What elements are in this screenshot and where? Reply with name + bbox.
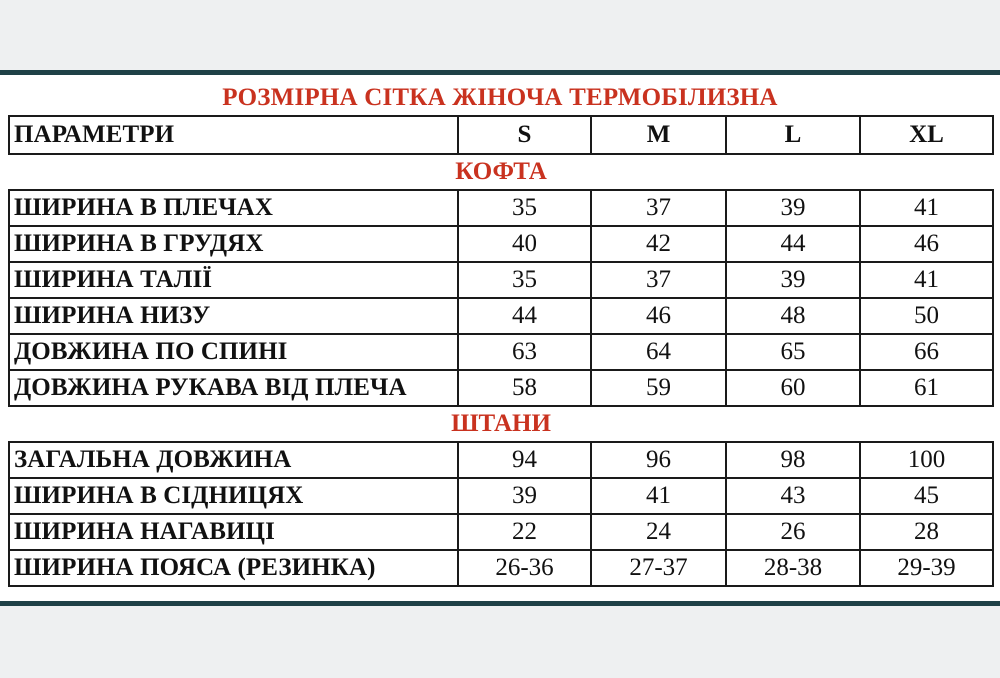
row-value-xl: 45 [860, 478, 993, 514]
table-row [9, 262, 993, 298]
row-value-s: 58 [458, 370, 591, 406]
chart-title: РОЗМІРНА СІТКА ЖІНОЧА ТЕРМОБІЛИЗНА [222, 84, 778, 111]
table-row [9, 442, 993, 478]
row-value-m: 24 [591, 514, 726, 550]
row-value-xl: 46 [860, 226, 993, 262]
row-value-s: 22 [458, 514, 591, 550]
size-table-body [9, 116, 993, 586]
size-table [8, 115, 994, 587]
row-value-m: 37 [591, 262, 726, 298]
size-chart-sheet [0, 70, 1000, 606]
row-label: ДОВЖИНА ПО СПИНІ [9, 334, 458, 370]
header-size-s: S [458, 116, 591, 154]
row-value-l: 48 [726, 298, 860, 334]
row-value-xl: 61 [860, 370, 993, 406]
row-value-s: 35 [458, 190, 591, 226]
row-label: ШИРИНА В ПЛЕЧАХ [9, 190, 458, 226]
row-value-s: 39 [458, 478, 591, 514]
row-value-l: 39 [726, 190, 860, 226]
row-value-l: 44 [726, 226, 860, 262]
row-label: ШИРИНА НАГАВИЦІ [9, 514, 458, 550]
row-value-l: 98 [726, 442, 860, 478]
row-value-xl: 41 [860, 262, 993, 298]
row-value-s: 26-36 [458, 550, 591, 586]
table-row [9, 550, 993, 586]
row-value-l: 60 [726, 370, 860, 406]
row-value-s: 63 [458, 334, 591, 370]
row-value-m: 64 [591, 334, 726, 370]
row-value-m: 41 [591, 478, 726, 514]
section-title: ШТАНИ [9, 406, 993, 442]
row-value-xl: 28 [860, 514, 993, 550]
row-value-m: 42 [591, 226, 726, 262]
row-value-xl: 29-39 [860, 550, 993, 586]
row-label: ДОВЖИНА РУКАВА ВІД ПЛЕЧА [9, 370, 458, 406]
row-value-xl: 50 [860, 298, 993, 334]
row-value-s: 94 [458, 442, 591, 478]
row-label: ШИРИНА ТАЛІЇ [9, 262, 458, 298]
row-value-m: 59 [591, 370, 726, 406]
table-row [9, 334, 993, 370]
header-size-l: L [726, 116, 860, 154]
table-row [9, 370, 993, 406]
row-value-l: 26 [726, 514, 860, 550]
section-row [9, 154, 993, 190]
section-title: КОФТА [9, 154, 993, 190]
row-value-xl: 100 [860, 442, 993, 478]
row-value-m: 46 [591, 298, 726, 334]
row-value-xl: 41 [860, 190, 993, 226]
row-value-s: 44 [458, 298, 591, 334]
row-value-l: 43 [726, 478, 860, 514]
row-label: ШИРИНА НИЗУ [9, 298, 458, 334]
table-header-row [9, 116, 993, 154]
row-label: ШИРИНА В ГРУДЯХ [9, 226, 458, 262]
row-value-m: 37 [591, 190, 726, 226]
row-value-l: 39 [726, 262, 860, 298]
row-value-s: 40 [458, 226, 591, 262]
table-row [9, 190, 993, 226]
table-row [9, 478, 993, 514]
row-label: ЗАГАЛЬНА ДОВЖИНА [9, 442, 458, 478]
row-value-m: 27-37 [591, 550, 726, 586]
row-label: ШИРИНА ПОЯСА (РЕЗИНКА) [9, 550, 458, 586]
row-value-s: 35 [458, 262, 591, 298]
table-row [9, 514, 993, 550]
row-value-l: 28-38 [726, 550, 860, 586]
row-value-xl: 66 [860, 334, 993, 370]
section-row [9, 406, 993, 442]
table-row [9, 226, 993, 262]
row-value-m: 96 [591, 442, 726, 478]
header-size-xl: XL [860, 116, 993, 154]
header-size-m: M [591, 116, 726, 154]
header-param: ПАРАМЕТРИ [9, 116, 458, 154]
row-label: ШИРИНА В СІДНИЦЯХ [9, 478, 458, 514]
table-row [9, 298, 993, 334]
row-value-l: 65 [726, 334, 860, 370]
